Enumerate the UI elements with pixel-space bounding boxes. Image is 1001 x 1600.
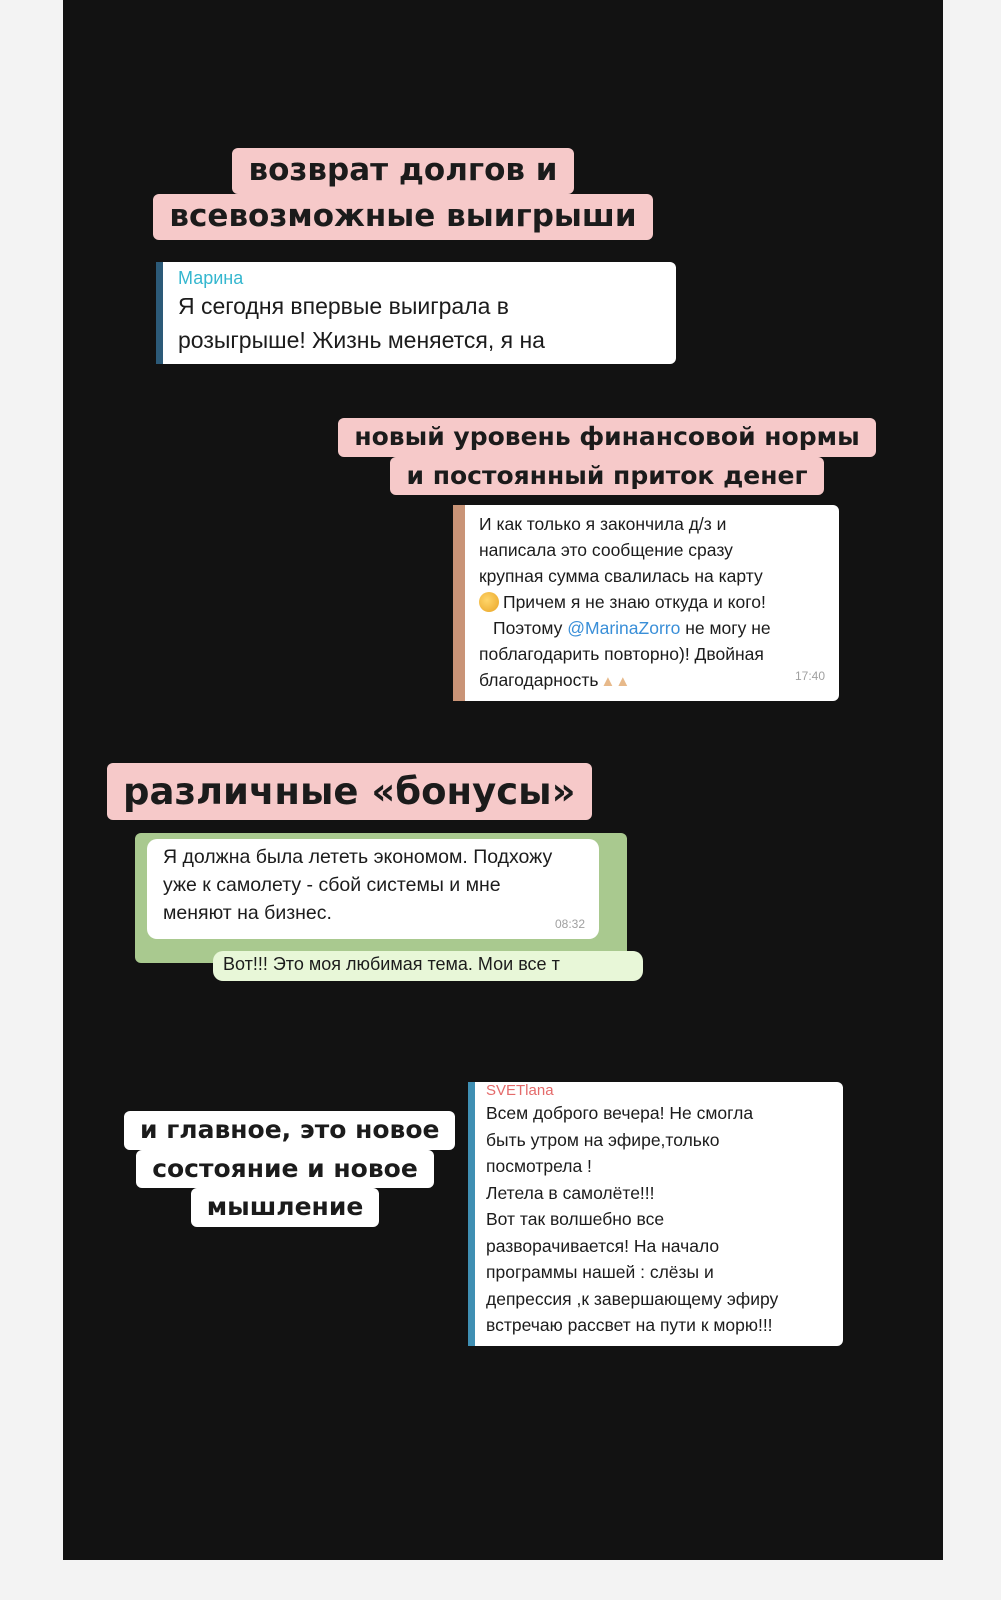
caption-line: состояние и новое [136, 1150, 434, 1189]
money-mouth-face-icon [479, 592, 499, 612]
chat-message-fragment [213, 951, 643, 981]
message-line: Всем доброго вечера! Не смогла [486, 1103, 754, 1123]
sender-name: SVETlana [486, 1082, 554, 1099]
message-line: розыгрыше! Жизнь меняется, я на [178, 327, 545, 353]
caption-line: и постоянный приток денег [390, 457, 823, 496]
message-line: Я должна была лететь экономом. Подхожу [163, 846, 553, 868]
story-screenshot [63, 0, 943, 1560]
message-line: И как только я закончила д/з и [479, 514, 727, 534]
message-text: не могу не [685, 618, 771, 638]
chat-message-svetlana [468, 1082, 843, 1346]
chat-edge [156, 262, 163, 364]
message-line: депрессия ,к завершающему эфиру [486, 1288, 779, 1309]
message-line: меняют на бизнес. [163, 902, 332, 924]
caption-line: всевозможные выигрыши [153, 194, 652, 240]
message-time: 08:32 [554, 917, 585, 931]
message-line [479, 615, 829, 641]
chat-message-bonus [147, 839, 599, 939]
message-text: Поэтому [493, 618, 563, 638]
sender-name: Марина [178, 268, 244, 288]
chat-edge [468, 1082, 475, 1346]
caption-debts-and-winnings [113, 148, 693, 240]
praying-hands-icon: ▲▲ [600, 673, 631, 690]
chat-edge [453, 505, 465, 701]
message-fragment-text: Вот!!! Это моя любимая тема. Мои все т [223, 954, 560, 974]
chat-bubble-area [135, 833, 627, 974]
caption-line: возврат долгов и [232, 148, 573, 194]
message-line: поблагодарить повторно)! Двойная [479, 644, 764, 664]
message-line: программы нашей : слёзы и [486, 1262, 714, 1282]
message-text: благодарность [479, 670, 599, 690]
mention-link[interactable]: @MarinaZorro [567, 618, 681, 638]
message-line [479, 667, 829, 695]
message-line: уже к самолету - сбой системы и мне [163, 874, 501, 896]
message-line [479, 589, 829, 615]
message-line: встречаю рассвет на пути к морю!!! [486, 1315, 773, 1335]
message-line: Я сегодня впервые выиграла в [178, 293, 510, 319]
message-time: 17:40 [794, 669, 825, 683]
caption-line: мышление [191, 1188, 380, 1227]
message-line: разворачивается! На начало [486, 1235, 720, 1256]
message-line: быть утром на эфире,только [486, 1129, 720, 1150]
caption-financial-level [320, 418, 894, 495]
caption-line: различные «бонусы» [107, 763, 592, 820]
caption-line: новый уровень финансовой нормы [338, 418, 875, 457]
message-line: Вот так волшебно все [486, 1209, 665, 1229]
chat-message-marina [156, 262, 676, 364]
caption-bonuses [107, 763, 592, 820]
message-line: крупная сумма свалилась на карту [479, 566, 763, 586]
chat-message-thanks [453, 505, 839, 701]
message-line: Летела в самолёте!!! [486, 1182, 655, 1203]
message-text: Причем я не знаю откуда и кого! [503, 592, 766, 612]
caption-new-mindset [124, 1111, 446, 1227]
message-line: написала это сообщение сразу [479, 540, 733, 560]
caption-line: и главное, это новое [124, 1111, 455, 1150]
message-line: посмотрела ! [486, 1156, 592, 1176]
